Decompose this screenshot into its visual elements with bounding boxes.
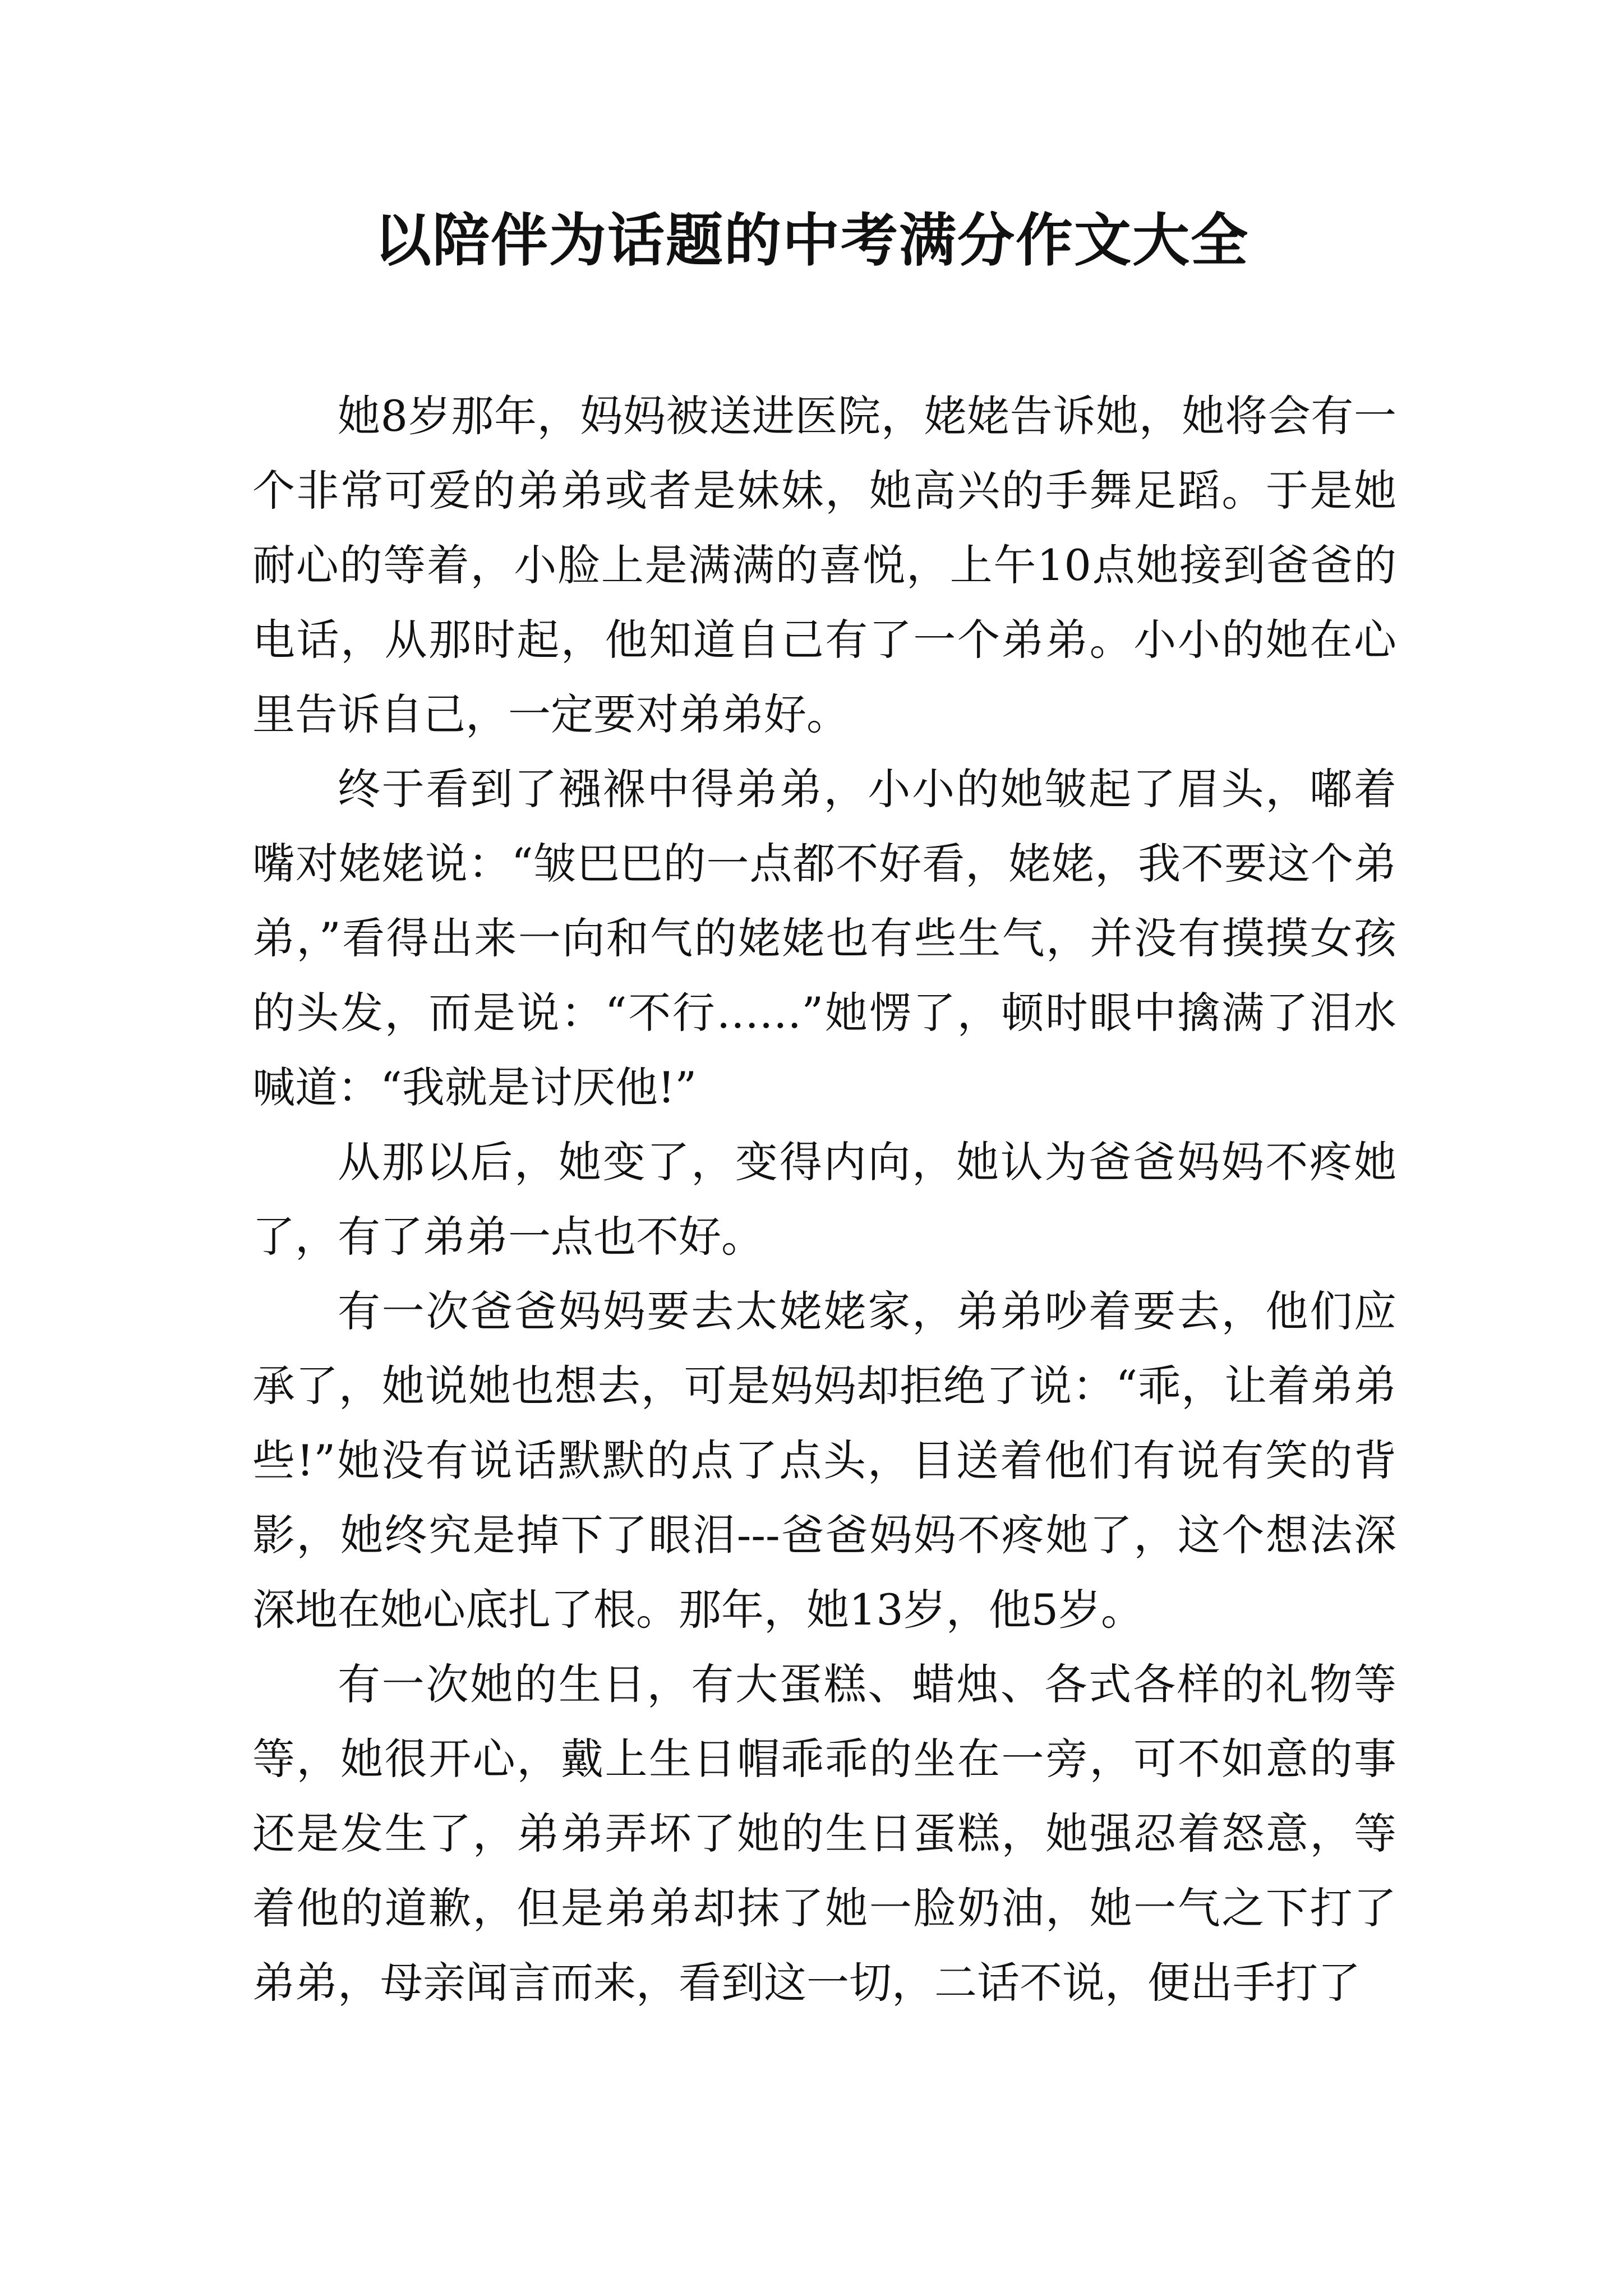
paragraph: 有一次爸爸妈妈要去太姥姥家，弟弟吵着要去，他们应承了，她说她也想去，可是妈妈却拒绝了说：“乖，让着弟弟些!”她没有说话默默的点了点头，目送着他们有说有笑的背影，她终究是掉下了眼泪---爸爸妈妈不疼她了，这个想法深深地在她心底扎了根。那年，她13岁，他5岁。 (252, 1286, 1396, 1635)
document-body (252, 379, 1396, 2020)
paragraph: 有一次她的生日，有大蛋糕、蜡烛、各式各样的礼物等等，她很开心，戴上生日帽乖乖的坐在一旁，可不如意的事还是发生了，弟弟弄坏了她的生日蛋糕，她强忍着怒意，等着他的道歉，但是弟弟却抹了她一脸奶油，她一气之下打了弟弟，母亲闻言而来，看到这一切，二话不说，便出手打了 (252, 1659, 1396, 2008)
paragraph: 从那以后，她变了，变得内向，她认为爸爸妈妈不疼她了，有了弟弟一点也不好。 (252, 1137, 1396, 1262)
document-title: 以陪伴为话题的中考满分作文大全 (374, 208, 1249, 274)
paragraph: 终于看到了襁褓中得弟弟，小小的她皱起了眉头，嘟着嘴对姥姥说：“皱巴巴的一点都不好看，姥姥，我不要这个弟弟，”看得出来一向和气的姥姥也有些生气，并没有摸摸女孩的头发，而是说：“不行……”她愣了，顿时眼中擒满了泪水喊道：“我就是讨厌他!” (252, 764, 1396, 1112)
paragraph: 她8岁那年，妈妈被送进医院，姥姥告诉她，她将会有一个非常可爱的弟弟或者是妹妹，她高兴的手舞足蹈。于是她耐心的等着，小脸上是满满的喜悦，上午10点她接到爸爸的电话，从那时起，他知道自己有了一个弟弟。小小的她在心里告诉自己，一定要对弟弟好。 (252, 391, 1396, 739)
